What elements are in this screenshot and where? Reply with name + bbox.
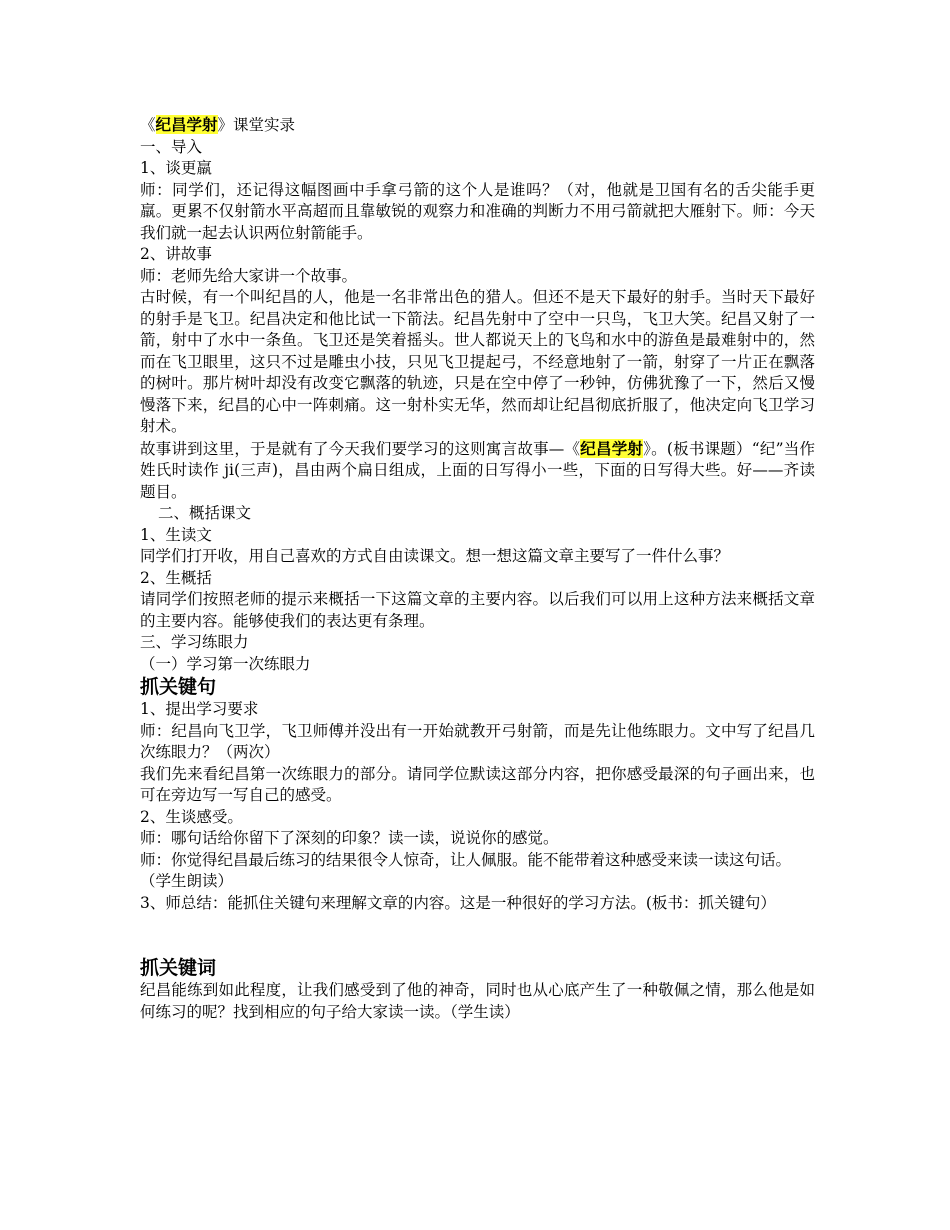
title-highlight: 纪昌学射	[580, 438, 644, 458]
text-span: 》。(板书课题）“纪”当作姓氏时读作 ji(三声)，昌由两个扁日组成，上面的日写得小一些，下面的日写得大些。好——齐读题目。	[140, 439, 815, 501]
paragraph: （学生朗读）	[140, 872, 234, 890]
spacer	[140, 914, 815, 956]
document-page	[140, 114, 815, 1023]
subheading: 2、生概括	[140, 568, 212, 587]
document-title	[140, 114, 815, 137]
paragraph: 3、师总结：能抓住关键句来理解文章的内容。这是一种很好的学习方法。(板书：抓关键句）	[140, 893, 776, 912]
subheading: 1、谈更羸	[140, 159, 212, 177]
section-heading-intro: 一、导入	[140, 137, 203, 156]
title-prefix: 《	[140, 116, 156, 134]
paragraph: 师：纪昌向飞卫学，飞卫师傅并没出有一开始就教开弓射箭，而是先让他练眼力。文中写了纪昌几次练眼力？（两次）	[140, 721, 815, 761]
paragraph: 我们先来看纪昌第一次练眼力的部分。请同学位默读这部分内容，把你感受最深的句子画出来，也可在旁边写一写自己的感受。	[140, 764, 815, 804]
subheading: （一）学习第一次练眼力	[140, 654, 311, 673]
list-item: 2、生谈感受。	[140, 807, 243, 826]
paragraph	[140, 438, 815, 504]
paragraph: 同学们打开收，用自己喜欢的方式自由读课文。想一想这篇文章主要写了一件什么事？	[140, 547, 730, 565]
bold-heading: 抓关键词	[140, 957, 217, 979]
bold-heading: 抓关键句	[140, 676, 217, 698]
paragraph: 师：同学们，还记得这幅图画中手拿弓箭的这个人是谁吗？（对，他就是卫国有名的舌尖能手更羸。更累不仅射箭水平高超而且靠敏锐的观察力和准确的判断力不用弓箭就把大雁射下。师：今天我们就一起去认识两位射箭能手。	[140, 180, 815, 242]
paragraph: 请同学们按照老师的提示来概括一下这篇文章的主要内容。以后我们可以用上这种方法来概括文章的主要内容。能够使我们的表达更有条理。	[140, 590, 815, 630]
title-suffix: 》课堂实录	[217, 116, 296, 134]
paragraph: 师：你觉得纪昌最后练习的结果很令人惊奇，让人佩服。能不能带着这种感受来读一读这句话。	[140, 850, 792, 869]
paragraph: 师：哪句话给你留下了深刻的印象？读一读，说说你的感觉。	[140, 829, 559, 847]
story-paragraph: 古时候，有一个叫纪昌的人，他是一名非常出色的猎人。但还不是天下最好的射手。当时天下最好的射手是飞卫。纪昌决定和他比试一下箭法。纪昌先射中了空中一只鸟，飞卫大笑。纪昌又射了一箭，射中了水中一条鱼。飞卫还是笑着摇头。世人都说天上的飞鸟和水中的游鱼是最难射中的，然而在飞卫眼里，这只不过是雕虫小技，只见飞卫提起弓，不经意地射了一箭，射穿了一片正在飘落的树叶。那片树叶却没有改变它飘落的轨迹，只是在空中停了一秒钟，仿佛犹豫了一下，然后又慢慢落下来，纪昌的心中一阵刺痛。这一射朴实无华，然而却让纪昌彻底折服了，他决定向飞卫学习射术。	[140, 288, 815, 435]
paragraph: 师：老师先给大家讲一个故事。	[140, 266, 358, 285]
paragraph: 纪昌能练到如此程度，让我们感受到了他的神奇，同时也从心底产生了一种敬佩之情，那么他是如何练习的呢？找到相应的句子给大家读一读。（学生读）	[140, 981, 815, 1021]
section-heading-practice: 三、学习练眼力	[140, 633, 249, 651]
subheading: 1、生读文	[140, 525, 212, 544]
text-span: 故事讲到这里，于是就有了今天我们要学习的这则寓言故事—《	[140, 439, 581, 458]
section-heading-summary: 二、概括课文	[158, 504, 252, 522]
list-item: 1、提出学习要求	[140, 700, 259, 718]
subheading: 2、讲故事	[140, 245, 212, 263]
title-highlight: 纪昌学射	[155, 115, 218, 134]
